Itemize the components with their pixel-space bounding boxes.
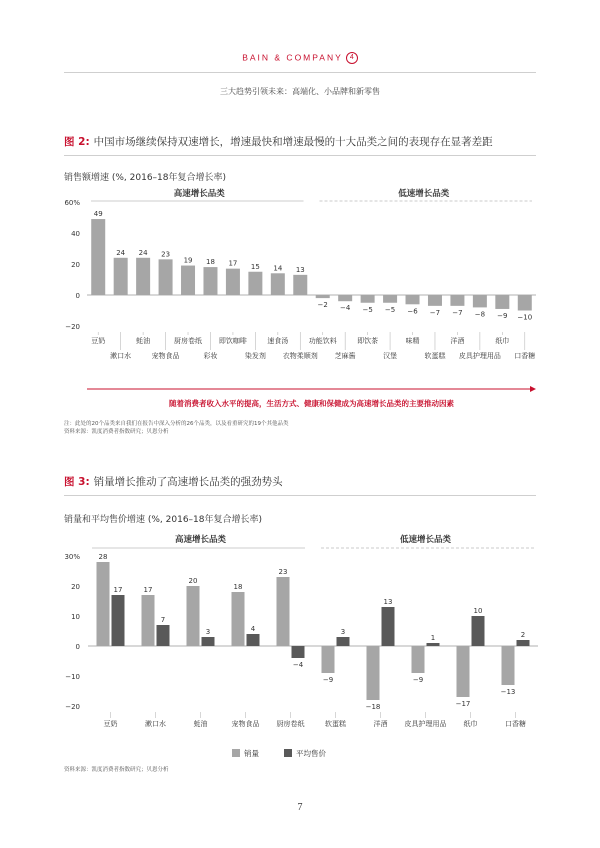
bar-value-label: −4 — [292, 661, 304, 669]
figure2-title — [64, 134, 493, 149]
category-label: 味精 — [405, 337, 420, 345]
bar-value-label: −5 — [384, 305, 396, 314]
category-label: 芝麻酱 — [334, 352, 356, 360]
category-label: 即饮咖啡 — [218, 337, 247, 345]
figure3-label: 图 3: — [64, 476, 90, 488]
bar-value-label: 18 — [206, 258, 215, 267]
group-label-high: 高速增长品类 — [173, 189, 225, 199]
y-tick-label: 60% — [64, 199, 80, 207]
bar-value-label: −4 — [340, 304, 351, 313]
bar-volume — [367, 646, 380, 700]
bar — [226, 269, 240, 295]
bar-value-label: −18 — [365, 703, 381, 711]
y-tick-label: 10 — [71, 613, 80, 621]
y-tick-label: −10 — [65, 673, 80, 681]
y-tick-label: 0 — [75, 292, 80, 300]
figure3-title-text: 销量增长推动了高速增长品类的强劲势头 — [93, 476, 283, 488]
bar-value-label: −7 — [452, 308, 463, 317]
bar-volume — [502, 646, 515, 685]
bar-value-label: 7 — [160, 616, 166, 624]
bar-value-label: 23 — [278, 568, 288, 576]
category-label: 宠物食品 — [231, 720, 260, 728]
bar-value-label: 28 — [98, 553, 108, 561]
category-label: 洋酒 — [450, 337, 465, 345]
figure2-divider — [64, 155, 536, 156]
figure2-note: 注：此处的20个品类来自我们在报告中深入分析的26个品类，以及看重研究的19个其他品类 — [64, 421, 289, 427]
bar-value-label: −17 — [455, 700, 471, 708]
bar-value-label: 15 — [250, 262, 260, 271]
bar-value-label: −6 — [407, 307, 418, 316]
page-subtitle: 三大趋势引领未来：高端化、小品牌和新零售 — [220, 87, 380, 96]
bar-value-label: 49 — [93, 210, 103, 219]
bar — [248, 272, 262, 295]
category-label: 皮具护理用品 — [404, 720, 447, 728]
bar-value-label: 2 — [520, 631, 526, 639]
figure2-label: 图 2: — [64, 136, 90, 148]
category-label: 豆奶 — [91, 337, 106, 345]
bar-value-label: 23 — [161, 250, 171, 259]
header-divider — [64, 72, 536, 73]
y-tick-label: 30% — [64, 553, 80, 561]
bar-avg-price — [202, 637, 215, 646]
bar-volume — [187, 586, 200, 646]
category-label: 纸巾 — [463, 720, 478, 728]
bar-avg-price — [382, 607, 395, 646]
bar-avg-price — [517, 640, 530, 646]
page-number: 7 — [297, 802, 303, 813]
bar-value-label: 24 — [138, 248, 148, 257]
bar-value-label: 3 — [340, 628, 346, 636]
legend-label-volume: 销量 — [244, 749, 259, 758]
figure2-title-text: 中国市场继续保持双速增长，增速最快和增速最慢的十大品类之间的表现存在显著差距 — [93, 136, 493, 148]
figure2-chart — [0, 186, 600, 426]
bar-value-label: 14 — [273, 264, 283, 273]
bar — [203, 267, 217, 295]
bar — [383, 295, 397, 303]
bar-avg-price — [337, 637, 350, 646]
bar-avg-price — [427, 643, 440, 646]
category-label: 软蛋糕 — [325, 720, 346, 728]
category-label: 蚝油 — [193, 720, 208, 728]
bar-value-label: 19 — [183, 256, 193, 265]
brand-header — [0, 52, 600, 64]
bar — [338, 295, 352, 301]
bar-value-label: −2 — [317, 301, 328, 310]
legend-swatch-avg-price — [284, 749, 292, 757]
bar-value-label: 20 — [188, 577, 198, 585]
category-label: 口香糖 — [505, 720, 526, 728]
bar-volume — [457, 646, 470, 697]
brand-name: BAIN & COMPANY — [242, 52, 343, 63]
bar-value-label: −10 — [517, 313, 533, 322]
bar-value-label: 13 — [295, 265, 305, 274]
bar — [473, 295, 487, 307]
annotation-arrow-head-icon — [530, 386, 536, 392]
bar-value-label: −9 — [497, 311, 508, 320]
bar-volume — [277, 577, 290, 646]
bar-volume — [142, 595, 155, 646]
bar-avg-price — [472, 616, 485, 646]
group-label-low: 低速增长品类 — [398, 189, 450, 199]
figure3-divider — [64, 495, 536, 496]
bar-value-label: −7 — [429, 308, 441, 317]
brand-logo-icon: 4 — [346, 52, 358, 64]
category-label: 彩妆 — [203, 352, 218, 360]
legend-swatch-volume — [232, 749, 240, 757]
y-tick-label: 40 — [71, 230, 80, 238]
group-label-low: 低速增长品类 — [399, 535, 452, 545]
bar-avg-price — [112, 595, 125, 646]
category-label: 衣物柔顺剂 — [282, 352, 318, 360]
category-label: 厨房卷纸 — [174, 337, 203, 345]
y-tick-label: 20 — [71, 583, 80, 591]
y-tick-label: 0 — [75, 643, 80, 651]
category-label: 宠物食品 — [151, 352, 180, 360]
bar-value-label: 17 — [113, 586, 123, 594]
bar-value-label: 10 — [473, 607, 483, 615]
bar-value-label: 4 — [250, 625, 256, 633]
category-label: 洋酒 — [373, 720, 388, 728]
bar-avg-price — [157, 625, 170, 646]
group-label-high: 高速增长品类 — [174, 535, 227, 545]
bar-avg-price — [292, 646, 305, 658]
bar — [159, 259, 173, 295]
bar-value-label: 17 — [228, 259, 238, 268]
bar — [428, 295, 442, 306]
legend-label-avg-price: 平均售价 — [296, 749, 326, 758]
bar — [271, 273, 285, 295]
figure2-chart-title: 销售额增速 (%, 2016–18年复合增长率) — [64, 173, 227, 183]
bar-value-label: 3 — [205, 628, 211, 636]
bar-volume — [232, 592, 245, 646]
bar-volume — [322, 646, 335, 673]
category-label: 漱口水 — [110, 352, 132, 360]
category-label: 速食汤 — [267, 337, 289, 345]
figure3-source: 资料来源：凯度消费者指数研究；贝恩分析 — [64, 767, 169, 773]
y-tick-label: −20 — [65, 703, 80, 711]
bar — [181, 266, 195, 295]
category-label: 功能饮料 — [308, 337, 337, 345]
bar — [91, 219, 105, 295]
category-label: 皮具护理用品 — [458, 352, 501, 360]
category-label: 染发剂 — [244, 352, 266, 360]
bar-value-label: 13 — [383, 598, 393, 606]
category-label: 豆奶 — [103, 720, 118, 728]
bar-volume — [97, 562, 110, 646]
category-label: 软蛋糕 — [424, 352, 446, 360]
bar-avg-price — [247, 634, 260, 646]
bar — [495, 295, 509, 309]
y-tick-label: −20 — [65, 323, 80, 331]
category-label: 蚝油 — [136, 337, 151, 345]
category-label: 纸巾 — [495, 337, 510, 345]
bar-value-label: −8 — [474, 310, 486, 319]
figure3-title — [64, 474, 283, 489]
bar — [114, 258, 128, 295]
bar — [450, 295, 464, 306]
category-label: 汉堡 — [383, 352, 398, 360]
bar-value-label: 17 — [143, 586, 153, 594]
bar-value-label: −9 — [412, 676, 424, 684]
y-tick-label: 20 — [71, 261, 80, 269]
bar — [406, 295, 420, 304]
figure2-source: 资料来源：凯度消费者指数研究；贝恩分析 — [64, 429, 169, 435]
bar — [316, 295, 330, 298]
annotation-text: 随着消费者收入水平的提高，生活方式、健康和保健成为高速增长品类的主要推动因素 — [169, 399, 454, 408]
figure3-chart — [0, 526, 600, 766]
bar-value-label: 18 — [233, 583, 243, 591]
category-label: 即饮茶 — [357, 337, 379, 345]
category-label: 口香糖 — [514, 352, 536, 360]
bar-volume — [412, 646, 425, 673]
bar-value-label: −13 — [500, 688, 516, 696]
bar-value-label: −5 — [362, 305, 373, 314]
bar — [361, 295, 375, 303]
bar-value-label: −9 — [322, 676, 334, 684]
bar — [518, 295, 532, 311]
bar — [136, 258, 150, 295]
category-label: 厨房卷纸 — [276, 720, 305, 728]
bar-value-label: 24 — [116, 248, 126, 257]
bar-value-label: 1 — [430, 634, 436, 642]
bar — [293, 275, 307, 295]
category-label: 漱口水 — [145, 720, 166, 728]
figure3-chart-title: 销量和平均售价增速 (%, 2016–18年复合增长率) — [64, 515, 263, 525]
